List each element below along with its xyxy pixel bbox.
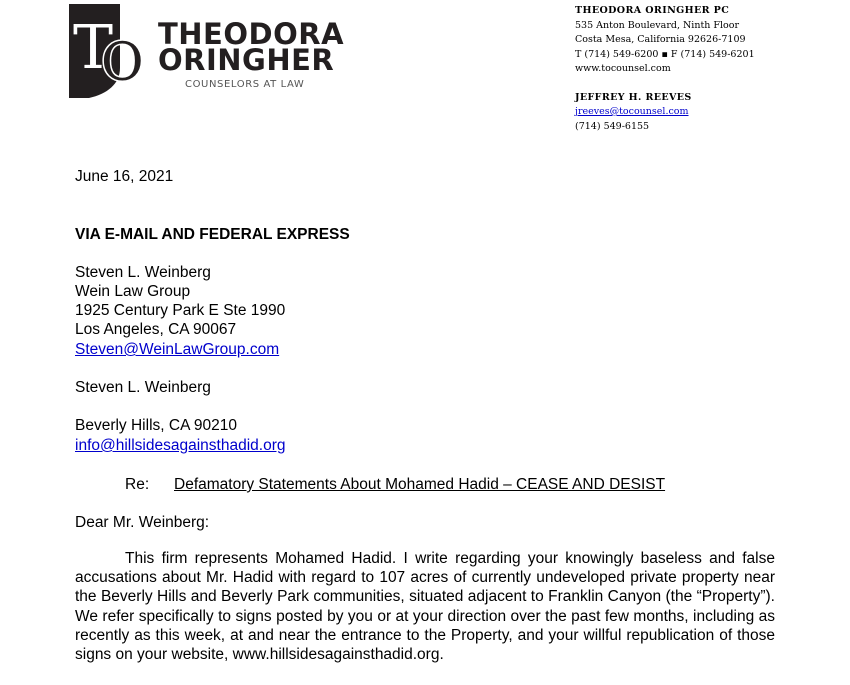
- recipient2-name: Steven L. Weinberg: [75, 379, 211, 396]
- body-paragraph-1: This firm represents Mohamed Hadid. I write regarding your knowingly baseless and false accusations about Mr. Hadid with regard to 107 acres of currently undeveloped private property near the Beverly Hills and Beverly Park communities, situated adjacent to Franklin Canyon (the “Property”). We refer specifically to signs posted by you or at your direction over the past few months, including as recently as this week, at and near the entrance to the Property, and your willful republication of those signs on your website, www.hillsidesagainsthadid.org.: [75, 550, 775, 664]
- delivery-method: VIA E-MAIL AND FEDERAL EXPRESS: [75, 226, 350, 243]
- recipient1-email-link[interactable]: Steven@WeinLawGroup.com: [75, 341, 280, 358]
- recipient1-firm: Wein Law Group: [75, 283, 191, 300]
- logo-monogram-o: O: [101, 33, 144, 93]
- logo-name-line1: THEODORA: [158, 17, 345, 51]
- firm-address-line1: 535 Anton Boulevard, Ninth Floor: [575, 19, 740, 31]
- firm-address-line2: Costa Mesa, California 92626-7109: [575, 34, 746, 45]
- logo-name-line2: ORINGHER: [158, 43, 335, 77]
- attorney-name: JEFFREY H. REEVES: [575, 91, 692, 103]
- salutation: Dear Mr. Weinberg:: [75, 514, 210, 531]
- firm-logo: [69, 4, 149, 98]
- firm-website: www.tocounsel.com: [575, 63, 671, 74]
- recipient1-city: Los Angeles, CA 90067: [75, 321, 237, 338]
- firm-pc-name: THEODORA ORINGHER PC: [575, 5, 730, 16]
- recipient2-city: Beverly Hills, CA 90210: [75, 417, 237, 434]
- recipient1-name: Steven L. Weinberg: [75, 264, 211, 281]
- logo-monogram-t: T: [73, 13, 114, 83]
- attorney-phone: (714) 549-6155: [575, 120, 650, 132]
- firm-phone-fax: T (714) 549-6200 ▪ F (714) 549-6201: [575, 48, 755, 60]
- letterhead-contact: [575, 4, 755, 134]
- re-label: Re:: [125, 476, 150, 493]
- recipient1-street: 1925 Century Park E Ste 1990: [75, 302, 286, 319]
- attorney-email-link[interactable]: jreeves@tocounsel.com: [575, 106, 689, 117]
- logo-tagline: COUNSELORS AT LAW: [185, 79, 305, 90]
- letter-date: June 16, 2021: [75, 168, 174, 185]
- recipient2-email-link[interactable]: info@hillsidesagainsthadid.org: [75, 437, 286, 454]
- re-subject: Defamatory Statements About Mohamed Hadid – CEASE AND DESIST: [174, 476, 666, 493]
